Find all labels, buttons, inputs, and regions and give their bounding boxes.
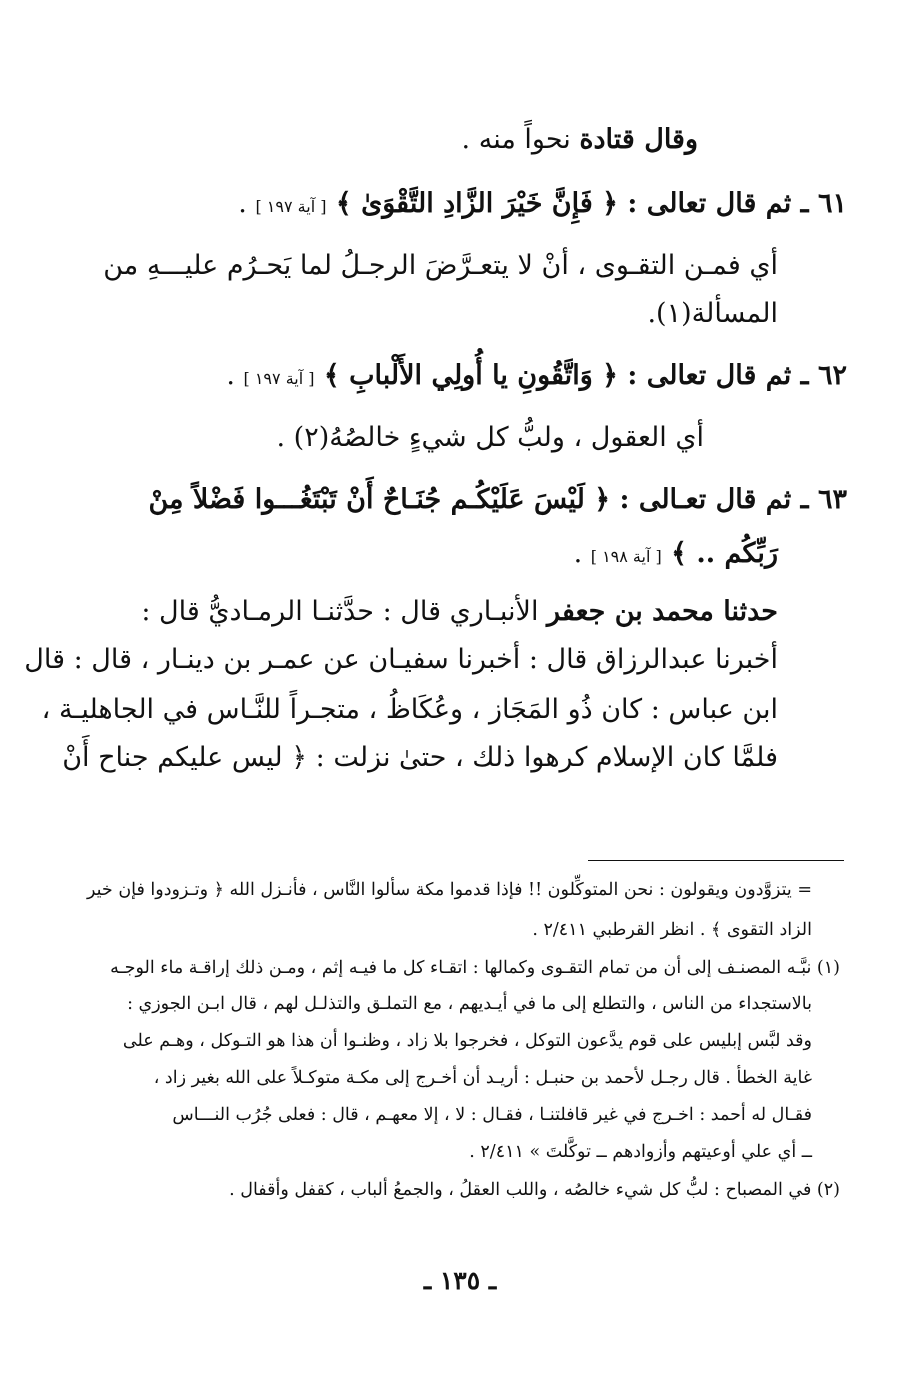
text-line-6: أي العقول ، ولبُّ كل شيءٍ خالصُهُ(٢) .	[276, 422, 704, 453]
text-line-11: ابن عباس : كان ذُو المَجَاز ، وعُكَاظُ ، متجـراً للنَّـاس في الجاهليـة ،	[41, 694, 778, 725]
entry-number: ٦١ ـ	[800, 188, 847, 219]
narrator-name: حدثنا محمد بن جعفر	[547, 596, 778, 627]
verse-reference: [ آية ١٩٨ ]	[590, 547, 662, 566]
line-end: .	[573, 538, 591, 569]
verse-reference: [ آية ١٩٧ ]	[255, 197, 327, 216]
footnote-1-line-3: وقد لبَّس إبليس على قوم يدَّعون التوكل ، فخرجوا بلا زاد ، وظنـوا أن هذا هو التـوكل ، وهـم على	[122, 1031, 812, 1051]
footnote-separator	[588, 860, 844, 861]
footnote-line-2: الزاد التقوى ﴾ . انظر القرطبي ٢/٤١١ .	[532, 920, 812, 940]
text-line-12: فلمَّا كان الإسلام كرهوا ذلك ، حتىٰ نزلت : ﴿ ليس عليكم جناح أَنْ	[62, 742, 778, 773]
entry-number: ٦٣ ـ	[800, 484, 847, 515]
verse-63-continued	[574, 538, 778, 569]
footnote-1-line-2: بالاستجداء من الناس ، والتطلع إلى ما في أيـديهم ، مع التملـق والتذلـل لهم ، قال ابـن الجوزي :	[127, 994, 812, 1014]
footnote-line-1: = يتزوَّدون ويقولون : نحن المتوكِّلون !! فإذا قدموا مكة سألوا النَّاس ، فأنـزل الله ﴿ وتـزودوا فإن خير	[87, 880, 812, 900]
narrator-name: وقال قتادة	[579, 124, 698, 155]
footnote-2-line-1: (٢) في المصباح : لبُّ كل شيء خالصُه ، واللب العقلُ ، والجمعُ ألباب ، كقفل وأقفال .	[229, 1180, 840, 1200]
line-end: .	[226, 360, 244, 391]
entry-number: ٦٢ ـ	[800, 360, 847, 391]
line-end: .	[238, 188, 256, 219]
text-line-1	[462, 124, 698, 155]
verse-text: ثم قال تعالى : ﴿ وَاتَّقُونِ يا أُولِي الأَلْبابِ ﴾	[314, 360, 801, 391]
verse-text: رَبِّكُم .. ﴾	[661, 538, 778, 569]
isnad-line	[141, 596, 778, 627]
line-text: نحواً منه .	[461, 124, 580, 155]
verse-text: ثم قال تعـالى : ﴿ لَيْسَ عَلَيْكُـم جُنَـاحٌ أَنْ تَبْتَغُـــوا فَضْلاً مِنْ	[148, 484, 801, 515]
page-number: ـ ١٣٥ ـ	[423, 1266, 497, 1295]
text-line-10: أخبرنا عبدالرزاق قال : أخبرنا سفيـان عن عمـر بن دينـار ، قال : قال	[24, 644, 778, 675]
text-line-4: المسألة(١).	[647, 298, 778, 329]
verse-61-line	[238, 188, 847, 219]
verse-62-line	[226, 360, 847, 391]
text-line-3: أي فمـن التقـوى ، أنْ لا يتعـرَّضَ الرجـلُ لما يَحـرُم عليـــهِ من	[103, 250, 778, 281]
footnote-1-line-6: ــ أي علي أوعيتهم وأزوادهم ــ توكَّلتَ » ٢/٤١١ .	[469, 1142, 812, 1162]
footnote-1-line-1: (١) نبَّـه المصنـف إلى أن من تمام التقـوى وكمالها : اتقـاء كل ما فيـه إثم ، ومـن ذلك إراقـة ماء الوجـه	[110, 958, 840, 978]
verse-text: ثم قال تعالى : ﴿ فَإِنَّ خَيْرَ الزَّادِ التَّقْوَىٰ ﴾	[326, 188, 801, 219]
verse-reference: [ آية ١٩٧ ]	[243, 369, 315, 388]
footnote-1-line-4: غاية الخطأ . قال رجـل لأحمد بن حنبـل : أريـد أن أخـرج إلى مكـة متوكـلاً على الله بغير زاد ،	[153, 1068, 812, 1088]
line-text: الأنبـاري قال : حدَّثنـا الرمـاديُّ قال :	[141, 596, 548, 627]
verse-63-line	[148, 484, 847, 515]
footnote-1-line-5: فقـال له أحمد : اخـرج في غير قافلتنـا ، فقـال : لا ، إلا معهـم ، قال : فعلى جُرُب النـــاس	[172, 1105, 812, 1125]
